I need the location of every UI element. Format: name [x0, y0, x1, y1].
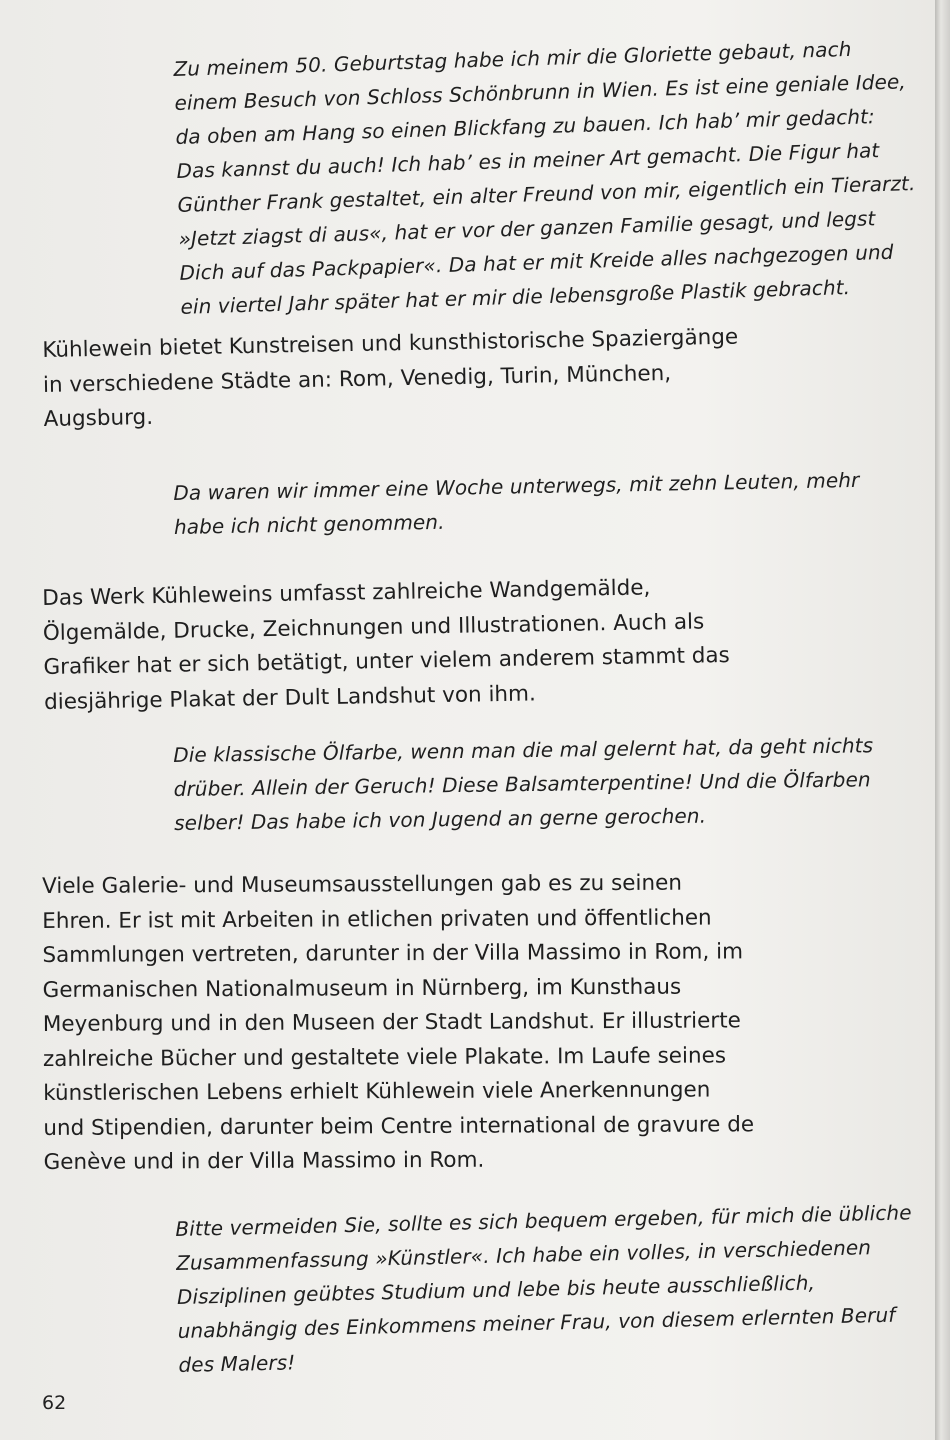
- paragraph-line: Viele Galerie- und Museumsausstellungen gab es zu seinen: [42, 870, 683, 899]
- paragraph-kunstreisen: [42, 319, 804, 437]
- paragraph-line: und Stipendien, darunter beim Centre international de gravure de: [43, 1111, 755, 1141]
- paragraph-line: diesjährige Plakat der Dult Landshut von ihm.: [43, 680, 537, 715]
- quote-unterwegs: [173, 462, 894, 544]
- paragraph-line: Meyenburg und in den Museen der Stadt Landshut. Er illustrierte: [42, 1008, 741, 1037]
- quote-beruf-maler: [175, 1195, 919, 1382]
- quote-gloriette: [173, 31, 916, 324]
- quote-line: Dich auf das Packpapier«. Da hat er mit Kreide alles nachgezogen und: [179, 239, 894, 285]
- quote-line: selber! Das habe ich von Jugend an gerne gerochen.: [174, 803, 707, 835]
- quote-line: drüber. Allein der Geruch! Diese Balsamterpentine! Und die Ölfarben: [173, 767, 871, 801]
- quote-line: Disziplinen geübtes Studium und lebe bis heute ausschließlich,: [176, 1270, 816, 1309]
- quote-line: da oben am Hang so einen Blickfang zu bauen. Ich hab’ mir gedacht:: [175, 104, 876, 149]
- quote-line: des Malers!: [178, 1350, 296, 1377]
- paragraph-werk: [42, 569, 804, 720]
- paragraph-line: Sammlungen vertreten, darunter in der Villa Massimo in Rom, im: [42, 939, 744, 968]
- paragraph-line: künstlerischen Lebens erhielt Kühlewein viele Anerkennungen: [43, 1077, 711, 1106]
- paragraph-line: Ölgemälde, Drucke, Zeichnungen und Illustrationen. Auch als: [42, 608, 705, 646]
- paragraph-line: Genève und in der Villa Massimo in Rom.: [43, 1147, 485, 1175]
- quote-line: unabhängig des Einkommens meiner Frau, von diesem erlernten Beruf: [177, 1302, 896, 1343]
- paragraph-line: Germanischen Nationalmuseum in Nürnberg, im Kunsthaus: [42, 974, 682, 1003]
- paragraph-line: zahlreiche Bücher und gestaltete viele Plakate. Im Laufe seines: [42, 1042, 727, 1072]
- paragraph-line: Ehren. Er ist mit Arbeiten in etlichen privaten und öffentlichen: [42, 904, 712, 934]
- quote-line: ein viertel Jahr später hat er mir die lebensgroße Plastik gebracht.: [180, 275, 851, 319]
- quote-line: Zu meinem 50. Geburtstag habe ich mir die Gloriette gebaut, nach: [173, 36, 852, 81]
- quote-line: einem Besuch von Schloss Schönbrunn in Wien. Es ist eine geniale Idee,: [174, 69, 907, 115]
- quote-line: Bitte vermeiden Sie, sollte es sich bequem ergeben, für mich die übliche: [175, 1200, 912, 1241]
- paragraph-ausstellungen: [42, 866, 824, 1181]
- quote-line: »Jetzt ziagst di aus«, hat er vor der ganzen Familie gesagt, und legst: [178, 206, 876, 251]
- quote-line: Da waren wir immer eine Woche unterwegs, mit zehn Leuten, mehr: [173, 467, 860, 505]
- paragraph-line: Augsburg.: [43, 404, 154, 432]
- quote-line: Zusammenfassung »Künstler«. Ich habe ein volles, in verschiedenen: [175, 1235, 872, 1275]
- quote-line: habe ich nicht genommen.: [173, 509, 445, 539]
- page-number: 62: [42, 1392, 67, 1414]
- quote-line: Günther Frank gestaltet, ein alter Freund von mir, eigentlich ein Tierarzt.: [177, 171, 916, 217]
- quote-line: Das kannst du auch! Ich hab’ es in meiner Art gemacht. Die Figur hat: [176, 138, 880, 183]
- quote-oelfarbe: [173, 728, 894, 840]
- paragraph-line: Kühlewein bietet Kunstreisen und kunsthistorische Spaziergänge: [42, 324, 739, 363]
- paragraph-line: Das Werk Kühleweins umfasst zahlreiche Wandgemälde,: [42, 575, 651, 611]
- paragraph-line: in verschiedene Städte an: Rom, Venedig, Turin, München,: [42, 360, 672, 398]
- page-edge: [935, 0, 950, 1440]
- quote-line: Die klassische Ölfarbe, wenn man die mal gelernt hat, da geht nichts: [173, 733, 874, 767]
- paragraph-line: Grafiker hat er sich betätigt, unter vielem anderem stammt das: [43, 643, 730, 680]
